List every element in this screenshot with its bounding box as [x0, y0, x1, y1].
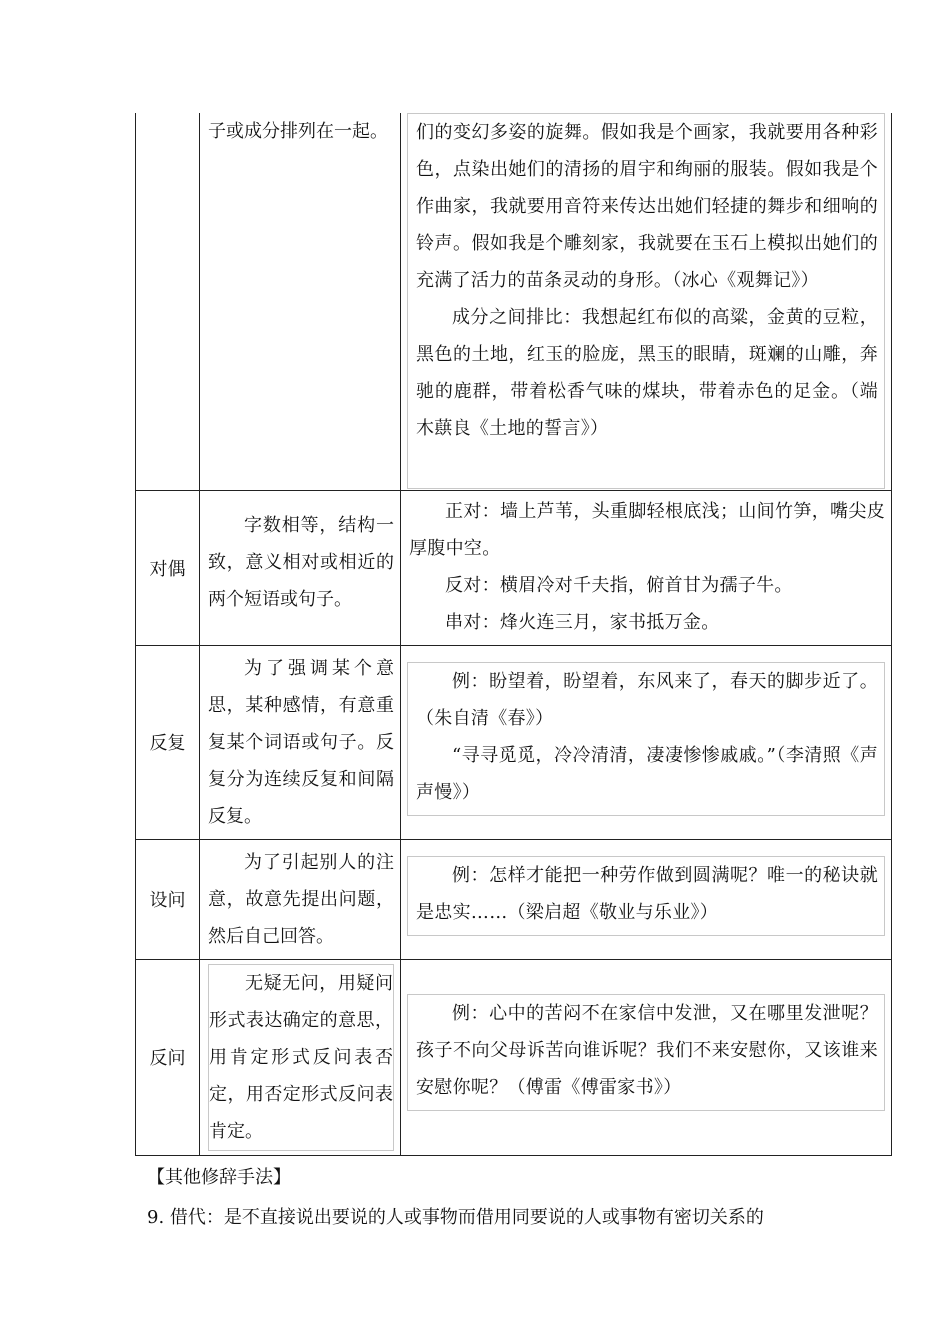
example-text: 正对：墙上芦苇，头重脚轻根底浅；山间竹笋，嘴尖皮厚腹中空。 [409, 500, 885, 559]
section-heading: 【其他修辞手法】 [147, 1167, 291, 1188]
example-text: 反对：横眉冷对千夫指，俯首甘为孺子牛。 [445, 574, 793, 596]
example-cell [401, 959, 892, 1155]
device-name-cell [136, 839, 200, 959]
example-cell [401, 490, 892, 645]
table-row [136, 959, 892, 1155]
example-text: 例：怎样才能把一种劳作做到圆满呢？唯一的秘诀就是忠实……（梁启超《敬业与乐业》） [416, 864, 878, 923]
definition-text: 为了引起别人的注意，故意先提出问题，然后自己回答。 [208, 851, 394, 947]
example-text: 串对：烽火连三月，家书抵万金。 [445, 611, 720, 633]
example-cell [401, 113, 892, 490]
device-name-cell [136, 490, 200, 645]
example-text: 例：心中的苦闷不在家信中发泄，又在哪里发泄呢？孩子不向父母诉苦向谁诉呢？我们不来安慰你，又该谁来安慰你呢？（傅雷《傅雷家书》） [416, 1002, 878, 1098]
definition-cell [200, 839, 401, 959]
device-name-cell [136, 645, 200, 839]
definition-text: 字数相等，结构一致，意义相对或相近的两个短语或句子。 [208, 514, 394, 610]
list-item: 9. 借代：是不直接说出要说的人或事物而借用同要说的人或事物有密切关系的 [147, 1207, 764, 1228]
table-row [136, 645, 892, 839]
example-text: 例：盼望着，盼望着，东风来了，春天的脚步近了。（朱自清《春》） [416, 670, 878, 729]
device-name: 反复 [149, 733, 186, 754]
definition-cell [200, 490, 401, 645]
example-text: 成分之间排比：我想起红布似的高粱，金黄的豆粒，黑色的土地，红玉的脸庞，黑玉的眼睛，斑斓的山雕，奔驰的鹿群，带着松香气味的煤块，带着赤色的足金。（端木蕻良《土地的誓言》） [416, 307, 878, 439]
example-text: “寻寻觅觅，冷冷清清，凄凄惨惨戚戚。”（李清照《声声慢》） [416, 744, 878, 803]
definition-cell [200, 959, 401, 1155]
table-row [136, 113, 892, 490]
device-name-cell [136, 959, 200, 1155]
device-name: 反问 [149, 1048, 186, 1069]
definition-text: 子或成分排列在一起。 [208, 121, 388, 142]
table-row [136, 839, 892, 959]
example-cell [401, 645, 892, 839]
definition-text: 为了强调某个意思，某种感情，有意重复某个词语或句子。反复分为连续反复和间隔反复。 [208, 657, 394, 827]
example-cell [401, 839, 892, 959]
rhetoric-table [135, 113, 892, 1156]
table-row [136, 490, 892, 645]
definition-text: 无疑无问，用疑问形式表达确定的意思，用肯定形式反问表否定，用否定形式反问表肯定。 [208, 964, 394, 1151]
example-text: 们的变幻多姿的旋舞。假如我是个画家，我就要用各种彩色，点染出她们的清扬的眉宇和绚丽的服装。假如我是个作曲家，我就要用音符来传达出她们轻捷的舞步和细响的铃声。假如我是个雕刻家，我就要在玉石上模拟出她们的充满了活力的苗条灵动的身形。（冰心《观舞记》） [416, 122, 878, 291]
device-name-cell [136, 113, 200, 490]
definition-cell [200, 113, 401, 490]
device-name: 设问 [149, 890, 186, 911]
definition-cell [200, 645, 401, 839]
device-name: 对偶 [149, 558, 186, 580]
